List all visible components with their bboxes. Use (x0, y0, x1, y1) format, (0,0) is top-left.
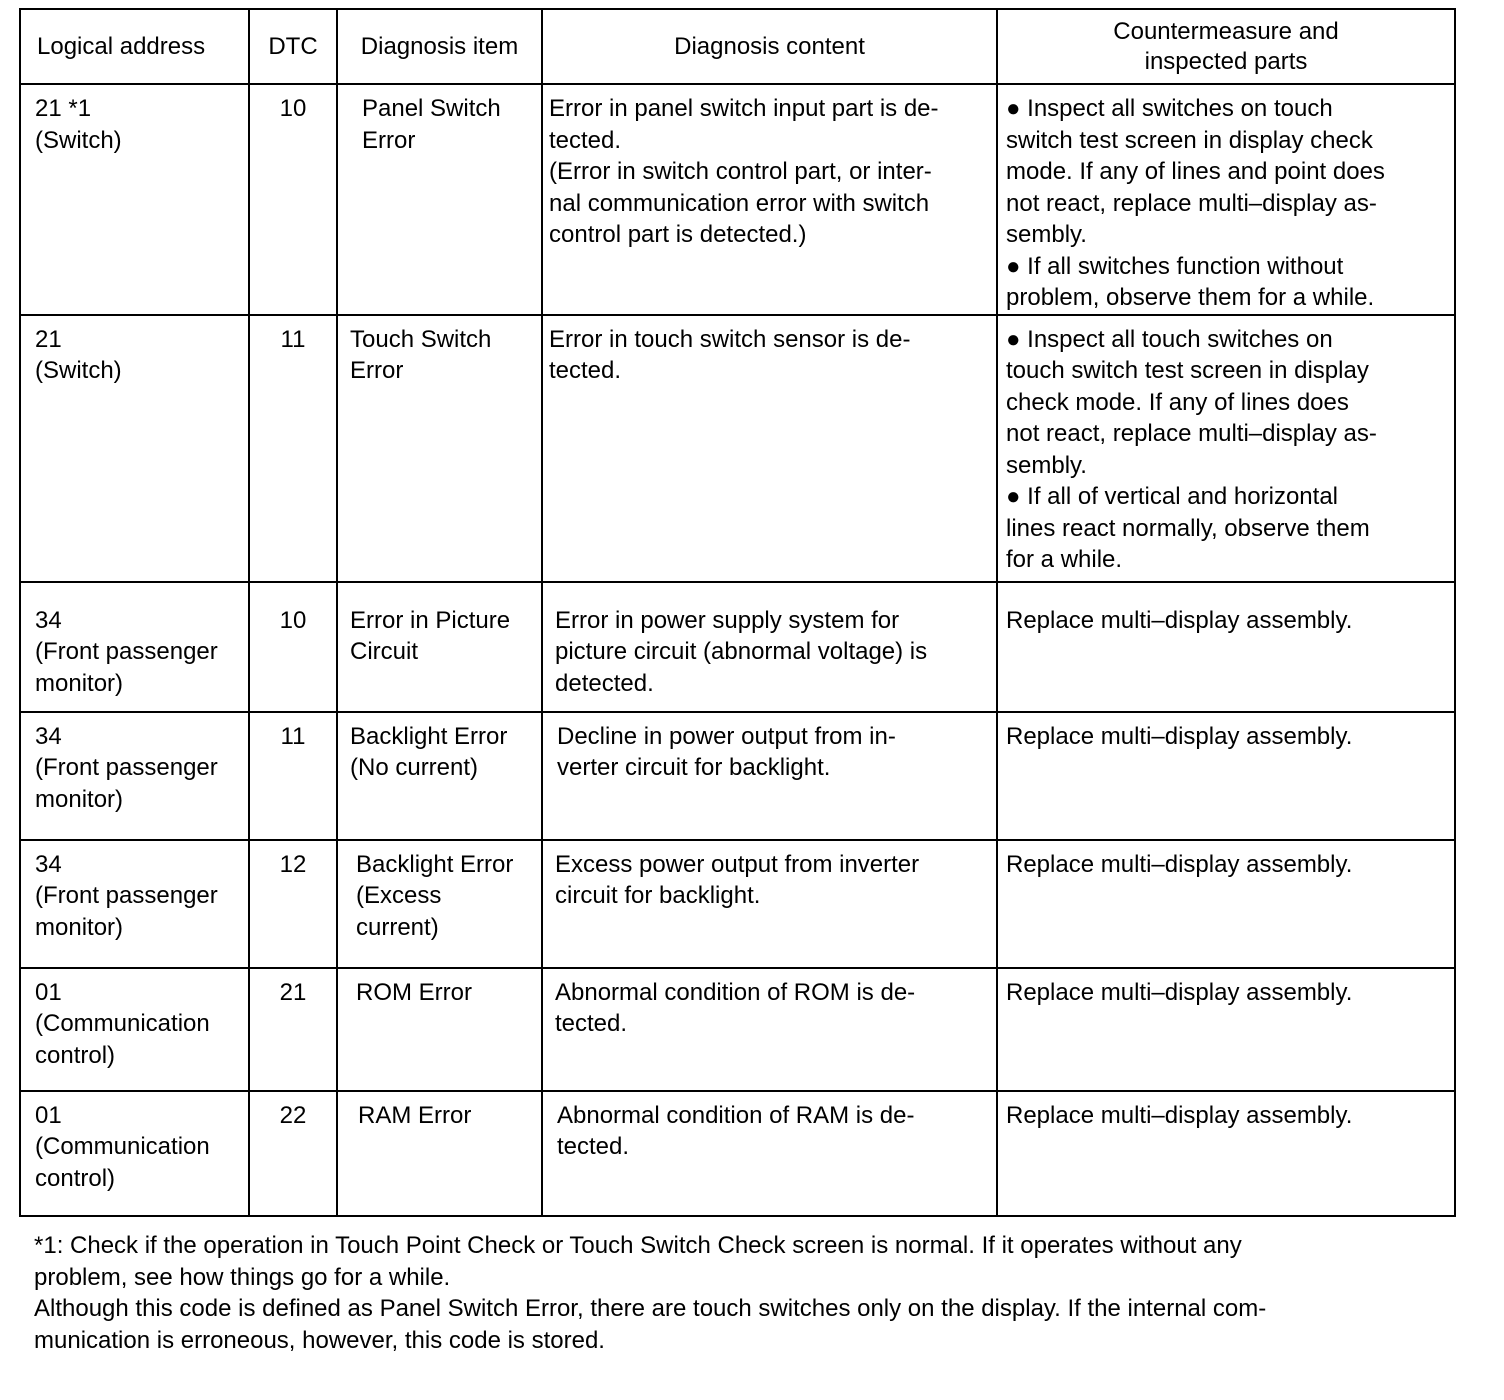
countermeasure: ● Inspect all switches on touch switch test screen in display check mode. If any of lines and point does not react, replace multi–display as- sembly. ● If all switches function without problem, observe them for a while. (997, 84, 1455, 315)
dtc-code: 11 (249, 315, 337, 582)
logical-address: 01 (Communication control) (20, 1091, 249, 1216)
diagnosis-content: Abnormal condition of ROM is de- tected. (542, 968, 997, 1091)
table-row (20, 315, 1455, 582)
table-header (20, 9, 1455, 84)
diagnosis-content: Error in power supply system for picture circuit (abnormal voltage) is detected. (542, 582, 997, 712)
diagnosis-item: Backlight Error (Excess current) (337, 840, 542, 968)
diagnosis-item: ROM Error (337, 968, 542, 1091)
table-row (20, 968, 1455, 1091)
table-row (20, 1091, 1455, 1216)
logical-address: 01 (Communication control) (20, 968, 249, 1091)
diagnosis-item: Touch Switch Error (337, 315, 542, 582)
table-row (20, 84, 1455, 315)
diagnosis-content: Error in panel switch input part is de- tected. (Error in switch control part, or inter- nal communication error with switch control part is detected.) (542, 84, 997, 315)
logical-address: 34 (Front passenger monitor) (20, 582, 249, 712)
logical-address: 34 (Front passenger monitor) (20, 840, 249, 968)
diagnosis-content: Error in touch switch sensor is de- tected. (542, 315, 997, 582)
header-diagnosis-content: Diagnosis content (542, 9, 997, 84)
header-diagnosis-item: Diagnosis item (337, 9, 542, 84)
footnote: *1: Check if the operation in Touch Point Check or Touch Switch Check screen is normal. If it operates without any problem, see how things go for a while. Although this code is defined as Panel Switch Error, there are touch switches only on the display. If the internal com- munication is erroneous, however, this code is stored. (34, 1232, 1267, 1354)
countermeasure: Replace multi–display assembly. (997, 840, 1455, 968)
logical-address: 21 *1 (Switch) (20, 84, 249, 315)
diagnosis-content: Decline in power output from in- verter circuit for backlight. (542, 712, 997, 840)
dtc-code: 12 (249, 840, 337, 968)
dtc-code: 21 (249, 968, 337, 1091)
header-logical-address: Logical address (20, 9, 249, 84)
countermeasure: ● Inspect all touch switches on touch switch test screen in display check mode. If any of lines does not react, replace multi–display as- sembly. ● If all of vertical and horizontal lines react normally, observe them for a while. (997, 315, 1455, 582)
diagnosis-item: Backlight Error (No current) (337, 712, 542, 840)
diagnosis-content: Excess power output from inverter circuit for backlight. (542, 840, 997, 968)
dtc-code: 11 (249, 712, 337, 840)
logical-address: 21 (Switch) (20, 315, 249, 582)
table-row (20, 840, 1455, 968)
countermeasure: Replace multi–display assembly. (997, 712, 1455, 840)
countermeasure: Replace multi–display assembly. (997, 1091, 1455, 1216)
diagnosis-item: RAM Error (337, 1091, 542, 1216)
logical-address: 34 (Front passenger monitor) (20, 712, 249, 840)
dtc-table (19, 8, 1456, 1217)
table-row (20, 582, 1455, 712)
diagnosis-item: Panel Switch Error (337, 84, 542, 315)
header-countermeasure: Countermeasure and inspected parts (997, 9, 1455, 84)
dtc-code: 10 (249, 582, 337, 712)
diagnosis-content: Abnormal condition of RAM is de- tected. (542, 1091, 997, 1216)
dtc-code: 10 (249, 84, 337, 315)
countermeasure: Replace multi–display assembly. (997, 582, 1455, 712)
diagnosis-item: Error in Picture Circuit (337, 582, 542, 712)
dtc-code: 22 (249, 1091, 337, 1216)
countermeasure: Replace multi–display assembly. (997, 968, 1455, 1091)
table-row (20, 712, 1455, 840)
header-dtc: DTC (249, 9, 337, 84)
